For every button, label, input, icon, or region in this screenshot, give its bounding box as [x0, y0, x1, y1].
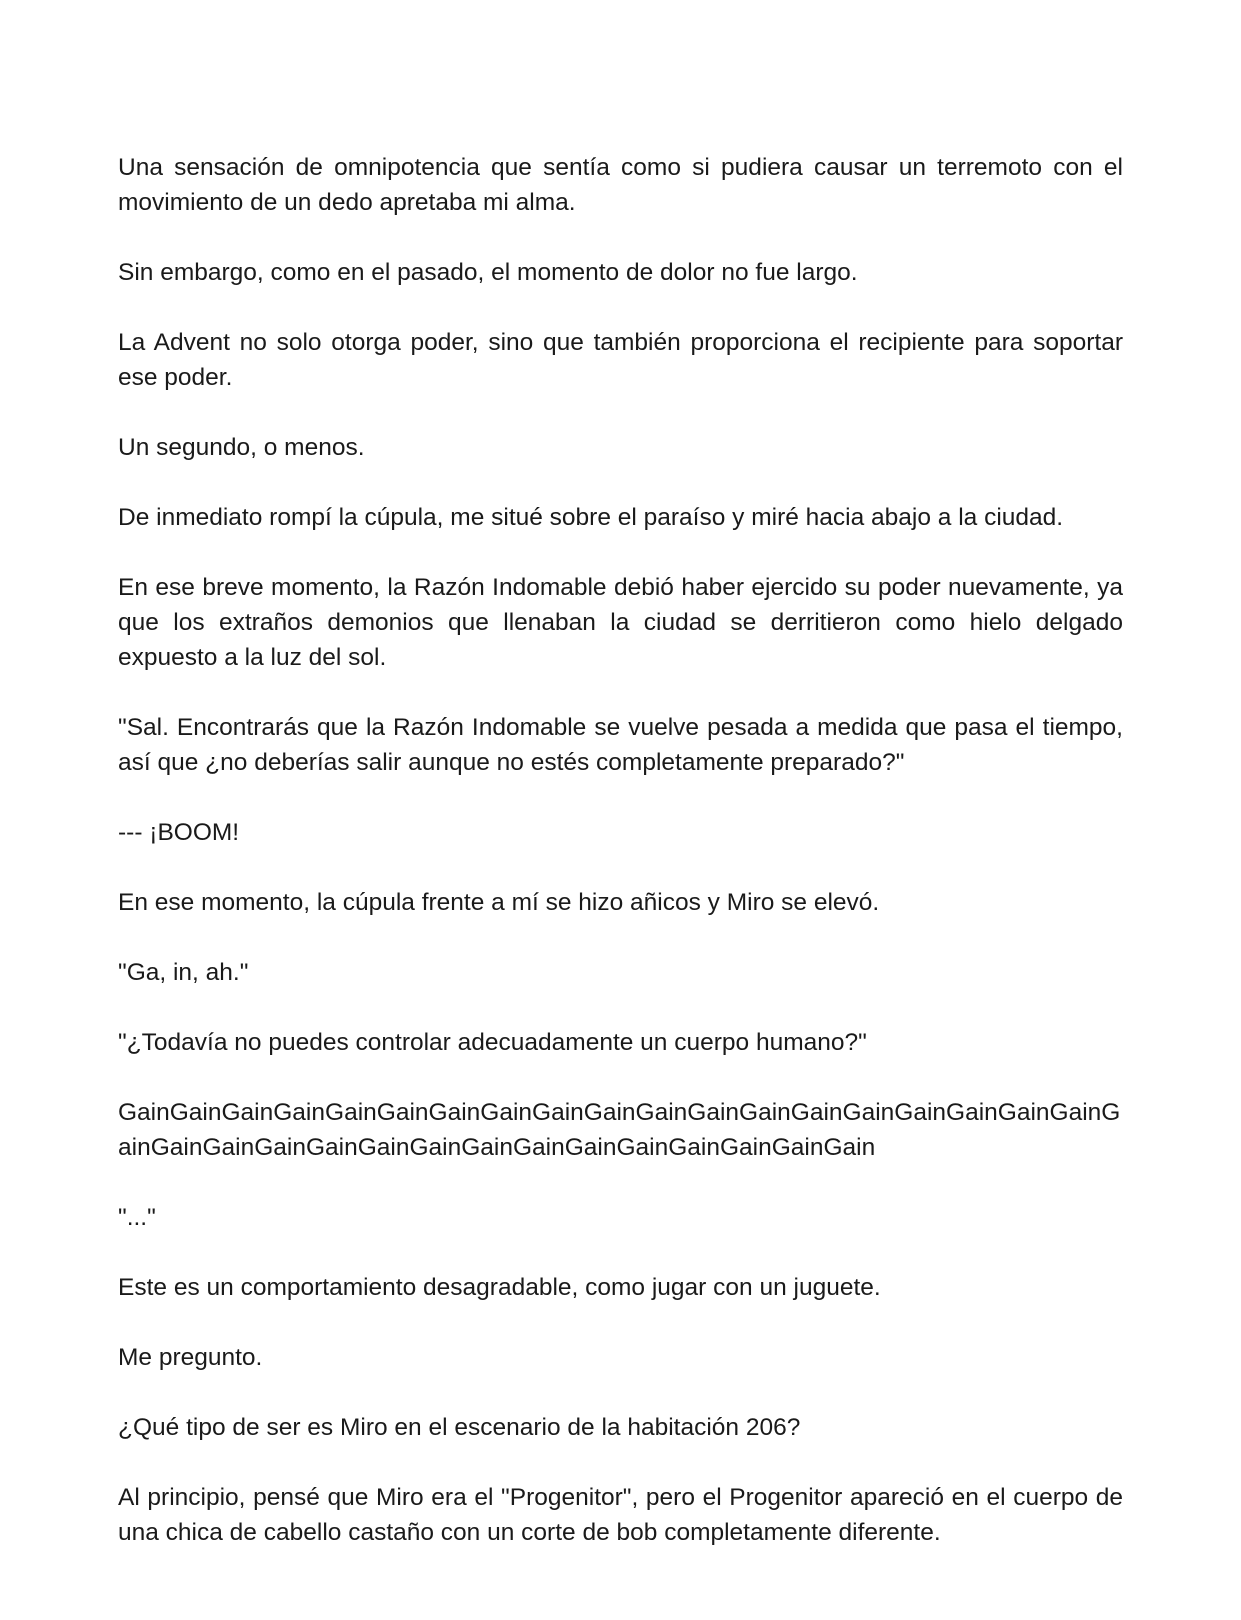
- paragraph: En ese momento, la cúpula frente a mí se hizo añicos y Miro se elevó.: [118, 889, 880, 916]
- paragraph: Una sensación de omnipotencia que sentía como si pudiera causar un terremoto con el movimiento de un dedo apretaba mi alma.: [118, 154, 1123, 216]
- paragraph: ¿Qué tipo de ser es Miro en el escenario de la habitación 206?: [118, 1414, 801, 1441]
- document-page: [118, 150, 1123, 1585]
- paragraph: --- ¡BOOM!: [118, 819, 240, 846]
- paragraph: "...": [118, 1204, 156, 1231]
- paragraph: En ese breve momento, la Razón Indomable debió haber ejercido su poder nuevamente, ya que los extraños demonios que llenaban la ciudad se derritieron como hielo delgado expuesto a la luz del sol.: [118, 574, 1123, 671]
- paragraph: Un segundo, o menos.: [118, 434, 365, 461]
- paragraph: De inmediato rompí la cúpula, me situé sobre el paraíso y miré hacia abajo a la ciudad.: [118, 504, 1064, 531]
- paragraph: Me pregunto.: [118, 1344, 263, 1371]
- paragraph: La Advent no solo otorga poder, sino que también proporciona el recipiente para soportar ese poder.: [118, 329, 1123, 391]
- paragraph: Este es un comportamiento desagradable, como jugar con un juguete.: [118, 1274, 881, 1301]
- paragraph: "Ga, in, ah.": [118, 959, 249, 986]
- paragraph: GainGainGainGainGainGainGainGainGainGainGainGainGainGainGainGainGainGainGainGainGainGainGainGainGainGainGainGainGainGainGainGainGainGain: [118, 1099, 1121, 1161]
- paragraph: "Sal. Encontrarás que la Razón Indomable se vuelve pesada a medida que pasa el tiempo, así que ¿no deberías salir aunque no estés completamente preparado?": [118, 714, 1123, 776]
- paragraph: Al principio, pensé que Miro era el "Progenitor", pero el Progenitor apareció en el cuerpo de una chica de cabello castaño con un corte de bob completamente diferente.: [118, 1484, 1123, 1546]
- paragraph: "¿Todavía no puedes controlar adecuadamente un cuerpo humano?": [118, 1029, 867, 1056]
- paragraph: Sin embargo, como en el pasado, el momento de dolor no fue largo.: [118, 259, 858, 286]
